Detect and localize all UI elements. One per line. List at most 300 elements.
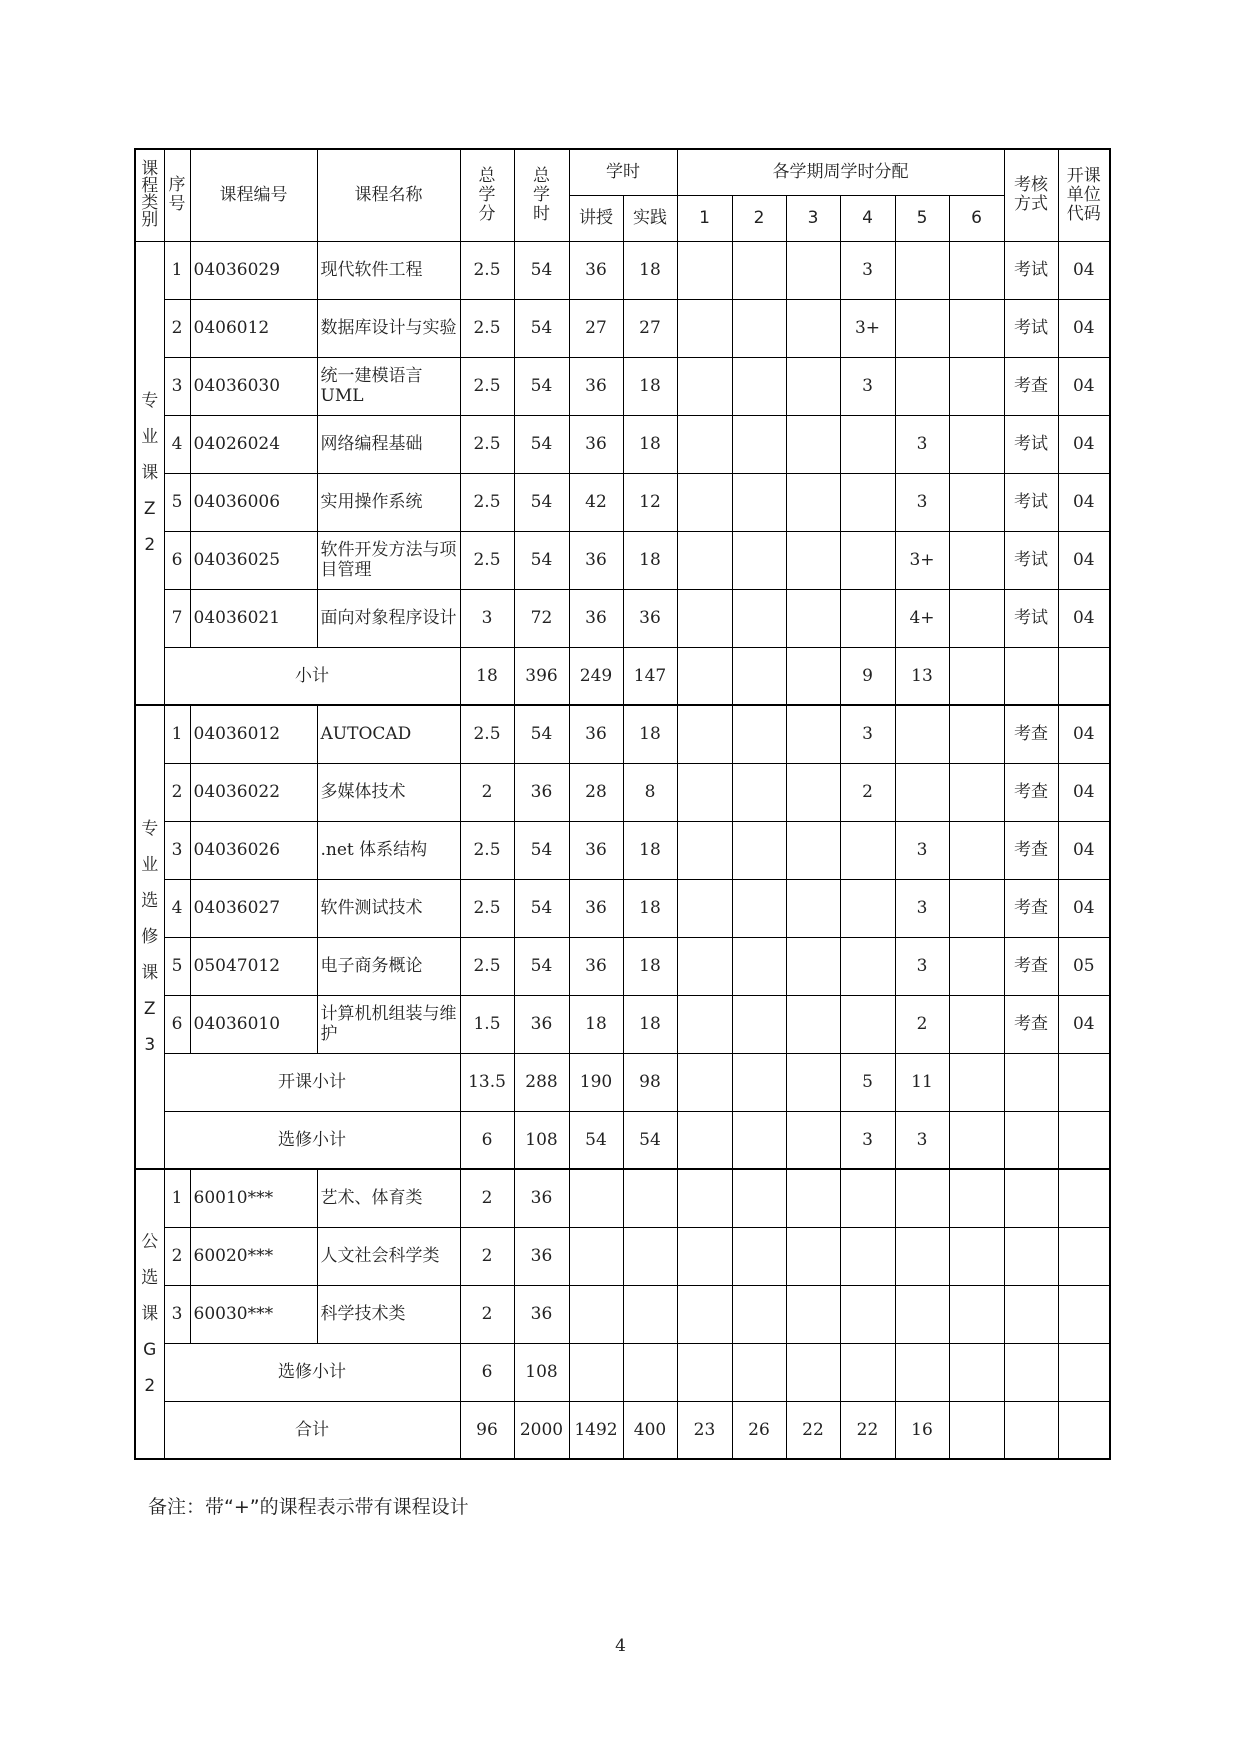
semester-3-cell xyxy=(786,531,840,589)
semester-5-cell: 4+ xyxy=(895,589,949,647)
category-label: 公选课G2 xyxy=(141,1232,159,1396)
total-hours-cell: 54 xyxy=(514,299,569,357)
semester-4-cell xyxy=(840,995,895,1053)
total-hours-cell: 54 xyxy=(514,357,569,415)
practice-cell: 18 xyxy=(623,995,677,1053)
total-hours-cell: 72 xyxy=(514,589,569,647)
exam-cell: 考试 xyxy=(1004,473,1058,531)
header-seq: 序号 xyxy=(164,149,190,241)
exam-cell: 考查 xyxy=(1004,937,1058,995)
semester-1-cell xyxy=(677,995,732,1053)
dept-cell: 04 xyxy=(1058,241,1110,299)
semester-6-cell xyxy=(949,531,1004,589)
semester-4-cell xyxy=(840,589,895,647)
course-name-cell: 面向对象程序设计 xyxy=(317,589,460,647)
semester-2-cell xyxy=(732,821,786,879)
exam-cell: 考查 xyxy=(1004,357,1058,415)
semester-1-cell xyxy=(677,357,732,415)
semester-6-cell xyxy=(949,1227,1004,1285)
lecture-cell: 27 xyxy=(569,299,623,357)
credits-cell: 2.5 xyxy=(460,415,514,473)
course-code-cell: 05047012 xyxy=(190,937,317,995)
table-row xyxy=(135,705,1110,763)
course-code-cell: 04036030 xyxy=(190,357,317,415)
semester-6-cell xyxy=(949,821,1004,879)
category-cell xyxy=(135,1169,164,1459)
subtotal-semester-2: 26 xyxy=(732,1401,786,1459)
credits-cell: 2.5 xyxy=(460,821,514,879)
dept-cell xyxy=(1058,1227,1110,1285)
header-semester-dist: 各学期周学时分配 xyxy=(677,149,1004,195)
subtotal-exam xyxy=(1004,1111,1058,1169)
subtotal-hours: 288 xyxy=(514,1053,569,1111)
semester-5-cell xyxy=(895,241,949,299)
course-name-cell: .net 体系结构 xyxy=(317,821,460,879)
exam-cell xyxy=(1004,1227,1058,1285)
subtotal-practice: 54 xyxy=(623,1111,677,1169)
table-row xyxy=(135,473,1110,531)
subtotal-lecture: 249 xyxy=(569,647,623,705)
subtotal-practice: 98 xyxy=(623,1053,677,1111)
lecture-cell: 42 xyxy=(569,473,623,531)
table-row xyxy=(135,531,1110,589)
subtotal-semester-3: 22 xyxy=(786,1401,840,1459)
subtotal-semester-3 xyxy=(786,647,840,705)
course-name-cell: 科学技术类 xyxy=(317,1285,460,1343)
credits-cell: 2.5 xyxy=(460,299,514,357)
credits-cell: 1.5 xyxy=(460,995,514,1053)
exam-cell: 考试 xyxy=(1004,415,1058,473)
subtotal-semester-3 xyxy=(786,1343,840,1401)
semester-4-cell xyxy=(840,879,895,937)
practice-cell: 18 xyxy=(623,879,677,937)
exam-cell xyxy=(1004,1285,1058,1343)
semester-2-cell xyxy=(732,415,786,473)
semester-4-cell xyxy=(840,473,895,531)
lecture-cell: 36 xyxy=(569,705,623,763)
table-row xyxy=(135,357,1110,415)
header-semester-5: 5 xyxy=(895,195,949,241)
semester-4-cell xyxy=(840,821,895,879)
exam-cell: 考查 xyxy=(1004,879,1058,937)
semester-3-cell xyxy=(786,241,840,299)
table-row xyxy=(135,299,1110,357)
practice-cell: 18 xyxy=(623,415,677,473)
header-semester-1: 1 xyxy=(677,195,732,241)
credits-cell: 2.5 xyxy=(460,879,514,937)
semester-2-cell xyxy=(732,1227,786,1285)
subtotal-semester-4: 3 xyxy=(840,1111,895,1169)
credits-cell: 2 xyxy=(460,1169,514,1227)
semester-2-cell xyxy=(732,763,786,821)
semester-2-cell xyxy=(732,879,786,937)
dept-cell: 04 xyxy=(1058,821,1110,879)
subtotal-credits: 6 xyxy=(460,1111,514,1169)
subtotal-semester-4: 22 xyxy=(840,1401,895,1459)
semester-3-cell xyxy=(786,1169,840,1227)
semester-5-cell: 3+ xyxy=(895,531,949,589)
course-name-cell: 实用操作系统 xyxy=(317,473,460,531)
semester-3-cell xyxy=(786,995,840,1053)
header-exam: 考核方式 xyxy=(1004,149,1058,241)
seq-cell: 3 xyxy=(164,1285,190,1343)
semester-3-cell xyxy=(786,879,840,937)
course-code-cell: 04036029 xyxy=(190,241,317,299)
table-row xyxy=(135,995,1110,1053)
subtotal-semester-4: 9 xyxy=(840,647,895,705)
subtotal-hours: 396 xyxy=(514,647,569,705)
subtotal-semester-2 xyxy=(732,1111,786,1169)
table-row xyxy=(135,241,1110,299)
subtotal-practice xyxy=(623,1343,677,1401)
semester-6-cell xyxy=(949,937,1004,995)
subtotal-semester-5: 13 xyxy=(895,647,949,705)
credits-cell: 2.5 xyxy=(460,531,514,589)
semester-3-cell xyxy=(786,1227,840,1285)
semester-6-cell xyxy=(949,1285,1004,1343)
subtotal-semester-5: 11 xyxy=(895,1053,949,1111)
credits-cell: 2.5 xyxy=(460,241,514,299)
seq-cell: 4 xyxy=(164,879,190,937)
course-name-cell: 多媒体技术 xyxy=(317,763,460,821)
course-schedule-table xyxy=(134,148,1111,1460)
dept-cell: 04 xyxy=(1058,473,1110,531)
semester-1-cell xyxy=(677,821,732,879)
subtotal-dept xyxy=(1058,647,1110,705)
seq-cell: 6 xyxy=(164,531,190,589)
subtotal-exam xyxy=(1004,1401,1058,1459)
subtotal-dept xyxy=(1058,1401,1110,1459)
lecture-cell: 36 xyxy=(569,937,623,995)
course-code-cell: 04036026 xyxy=(190,821,317,879)
total-hours-cell: 36 xyxy=(514,1227,569,1285)
lecture-cell: 36 xyxy=(569,589,623,647)
semester-5-cell: 3 xyxy=(895,937,949,995)
semester-2-cell xyxy=(732,995,786,1053)
subtotal-practice: 400 xyxy=(623,1401,677,1459)
practice-cell: 18 xyxy=(623,241,677,299)
subtotal-exam xyxy=(1004,647,1058,705)
dept-cell: 04 xyxy=(1058,763,1110,821)
semester-6-cell xyxy=(949,589,1004,647)
table-row xyxy=(135,1285,1110,1343)
lecture-cell xyxy=(569,1285,623,1343)
seq-cell: 5 xyxy=(164,473,190,531)
course-code-cell: 04036012 xyxy=(190,705,317,763)
semester-2-cell xyxy=(732,937,786,995)
total-hours-cell: 54 xyxy=(514,937,569,995)
practice-cell xyxy=(623,1169,677,1227)
seq-cell: 2 xyxy=(164,763,190,821)
seq-cell: 5 xyxy=(164,937,190,995)
credits-cell: 2.5 xyxy=(460,937,514,995)
course-code-cell: 04036010 xyxy=(190,995,317,1053)
exam-cell: 考试 xyxy=(1004,299,1058,357)
semester-1-cell xyxy=(677,241,732,299)
header-code: 课程编号 xyxy=(190,149,317,241)
seq-cell: 7 xyxy=(164,589,190,647)
table-row xyxy=(135,763,1110,821)
semester-6-cell xyxy=(949,995,1004,1053)
credits-cell: 2 xyxy=(460,1285,514,1343)
header-name: 课程名称 xyxy=(317,149,460,241)
subtotal-lecture: 190 xyxy=(569,1053,623,1111)
total-hours-cell: 54 xyxy=(514,415,569,473)
credits-cell: 2.5 xyxy=(460,357,514,415)
table-row xyxy=(135,1227,1110,1285)
semester-1-cell xyxy=(677,473,732,531)
semester-1-cell xyxy=(677,299,732,357)
course-name-cell: 计算机机组装与维护 xyxy=(317,995,460,1053)
dept-cell: 04 xyxy=(1058,415,1110,473)
header-credits: 总学分 xyxy=(460,149,514,241)
semester-4-cell xyxy=(840,1169,895,1227)
practice-cell: 18 xyxy=(623,705,677,763)
dept-cell: 04 xyxy=(1058,299,1110,357)
semester-3-cell xyxy=(786,937,840,995)
semester-1-cell xyxy=(677,763,732,821)
dept-cell: 04 xyxy=(1058,879,1110,937)
seq-cell: 2 xyxy=(164,299,190,357)
subtotal-semester-1 xyxy=(677,1343,732,1401)
semester-1-cell xyxy=(677,531,732,589)
subtotal-hours: 108 xyxy=(514,1111,569,1169)
semester-4-cell xyxy=(840,531,895,589)
semester-3-cell xyxy=(786,299,840,357)
course-name-cell: 人文社会科学类 xyxy=(317,1227,460,1285)
course-name-cell: 软件测试技术 xyxy=(317,879,460,937)
subtotal-semester-1 xyxy=(677,1053,732,1111)
semester-3-cell xyxy=(786,821,840,879)
semester-4-cell: 3 xyxy=(840,241,895,299)
semester-4-cell xyxy=(840,415,895,473)
subtotal-row xyxy=(135,1053,1110,1111)
subtotal-semester-3 xyxy=(786,1053,840,1111)
subtotal-semester-5 xyxy=(895,1343,949,1401)
semester-2-cell xyxy=(732,357,786,415)
subtotal-exam xyxy=(1004,1343,1058,1401)
semester-3-cell xyxy=(786,473,840,531)
subtotal-label: 合计 xyxy=(164,1401,460,1459)
category-label: 专业课Z2 xyxy=(141,390,159,555)
semester-2-cell xyxy=(732,1169,786,1227)
semester-5-cell: 2 xyxy=(895,995,949,1053)
lecture-cell: 28 xyxy=(569,763,623,821)
semester-5-cell: 3 xyxy=(895,821,949,879)
practice-cell xyxy=(623,1227,677,1285)
subtotal-row xyxy=(135,1111,1110,1169)
header-semester-4: 4 xyxy=(840,195,895,241)
semester-6-cell xyxy=(949,415,1004,473)
total-hours-cell: 54 xyxy=(514,241,569,299)
subtotal-semester-1: 23 xyxy=(677,1401,732,1459)
semester-5-cell xyxy=(895,763,949,821)
lecture-cell: 36 xyxy=(569,821,623,879)
table-row xyxy=(135,415,1110,473)
semester-1-cell xyxy=(677,879,732,937)
category-cell xyxy=(135,241,164,705)
semester-2-cell xyxy=(732,589,786,647)
exam-cell: 考查 xyxy=(1004,763,1058,821)
header-semester-3: 3 xyxy=(786,195,840,241)
course-code-cell: 04036025 xyxy=(190,531,317,589)
semester-3-cell xyxy=(786,589,840,647)
practice-cell: 18 xyxy=(623,821,677,879)
practice-cell: 12 xyxy=(623,473,677,531)
semester-5-cell xyxy=(895,1227,949,1285)
dept-cell xyxy=(1058,1285,1110,1343)
page-number: 4 xyxy=(615,1636,626,1656)
seq-cell: 4 xyxy=(164,415,190,473)
semester-3-cell xyxy=(786,415,840,473)
subtotal-semester-4: 5 xyxy=(840,1053,895,1111)
subtotal-lecture: 54 xyxy=(569,1111,623,1169)
subtotal-semester-3 xyxy=(786,1111,840,1169)
semester-6-cell xyxy=(949,241,1004,299)
practice-cell: 27 xyxy=(623,299,677,357)
semester-5-cell: 3 xyxy=(895,879,949,937)
exam-cell: 考试 xyxy=(1004,241,1058,299)
subtotal-credits: 13.5 xyxy=(460,1053,514,1111)
total-hours-cell: 54 xyxy=(514,473,569,531)
semester-5-cell xyxy=(895,705,949,763)
course-code-cell: 60020*** xyxy=(190,1227,317,1285)
header-total-hours: 总学时 xyxy=(514,149,569,241)
course-code-cell: 0406012 xyxy=(190,299,317,357)
table-row xyxy=(135,1169,1110,1227)
subtotal-semester-2 xyxy=(732,1343,786,1401)
course-name-cell: AUTOCAD xyxy=(317,705,460,763)
exam-cell: 考试 xyxy=(1004,531,1058,589)
course-code-cell: 04036021 xyxy=(190,589,317,647)
practice-cell: 18 xyxy=(623,357,677,415)
subtotal-dept xyxy=(1058,1111,1110,1169)
header-hours: 学时 xyxy=(569,149,677,195)
subtotal-row xyxy=(135,1343,1110,1401)
subtotal-semester-6 xyxy=(949,1343,1004,1401)
subtotal-semester-6 xyxy=(949,1053,1004,1111)
semester-3-cell xyxy=(786,763,840,821)
semester-4-cell: 3 xyxy=(840,705,895,763)
total-hours-cell: 36 xyxy=(514,1169,569,1227)
lecture-cell: 36 xyxy=(569,241,623,299)
semester-1-cell xyxy=(677,415,732,473)
subtotal-semester-1 xyxy=(677,1111,732,1169)
course-name-cell: 统一建模语言UML xyxy=(317,357,460,415)
table-row xyxy=(135,937,1110,995)
semester-4-cell xyxy=(840,1227,895,1285)
course-code-cell: 04036006 xyxy=(190,473,317,531)
lecture-cell: 18 xyxy=(569,995,623,1053)
category-label: 专业选修课Z3 xyxy=(141,819,159,1055)
lecture-cell xyxy=(569,1169,623,1227)
dept-cell: 05 xyxy=(1058,937,1110,995)
credits-cell: 2.5 xyxy=(460,705,514,763)
semester-4-cell: 3+ xyxy=(840,299,895,357)
subtotal-semester-6 xyxy=(949,1111,1004,1169)
semester-1-cell xyxy=(677,1169,732,1227)
subtotal-semester-4 xyxy=(840,1343,895,1401)
course-name-cell: 数据库设计与实验 xyxy=(317,299,460,357)
dept-cell: 04 xyxy=(1058,705,1110,763)
semester-5-cell xyxy=(895,299,949,357)
course-name-cell: 软件开发方法与项目管理 xyxy=(317,531,460,589)
subtotal-semester-6 xyxy=(949,647,1004,705)
course-code-cell: 60010*** xyxy=(190,1169,317,1227)
table-row xyxy=(135,879,1110,937)
dept-cell xyxy=(1058,1169,1110,1227)
header-practice: 实践 xyxy=(623,195,677,241)
subtotal-semester-5: 16 xyxy=(895,1401,949,1459)
practice-cell: 8 xyxy=(623,763,677,821)
seq-cell: 3 xyxy=(164,357,190,415)
semester-2-cell xyxy=(732,1285,786,1343)
lecture-cell xyxy=(569,1227,623,1285)
credits-cell: 3 xyxy=(460,589,514,647)
header-dept: 开课单位代码 xyxy=(1058,149,1110,241)
subtotal-semester-2 xyxy=(732,647,786,705)
semester-2-cell xyxy=(732,705,786,763)
semester-1-cell xyxy=(677,937,732,995)
semester-1-cell xyxy=(677,589,732,647)
credits-cell: 2 xyxy=(460,763,514,821)
semester-6-cell xyxy=(949,879,1004,937)
semester-5-cell: 3 xyxy=(895,415,949,473)
semester-4-cell xyxy=(840,1285,895,1343)
subtotal-hours: 2000 xyxy=(514,1401,569,1459)
lecture-cell: 36 xyxy=(569,415,623,473)
table-row xyxy=(135,821,1110,879)
category-cell xyxy=(135,705,164,1169)
semester-4-cell: 3 xyxy=(840,357,895,415)
dept-cell: 04 xyxy=(1058,589,1110,647)
dept-cell: 04 xyxy=(1058,995,1110,1053)
subtotal-semester-6 xyxy=(949,1401,1004,1459)
total-hours-cell: 36 xyxy=(514,1285,569,1343)
subtotal-label: 开课小计 xyxy=(164,1053,460,1111)
lecture-cell: 36 xyxy=(569,357,623,415)
subtotal-semester-5: 3 xyxy=(895,1111,949,1169)
semester-6-cell xyxy=(949,763,1004,821)
semester-5-cell: 3 xyxy=(895,473,949,531)
subtotal-credits: 96 xyxy=(460,1401,514,1459)
header-semester-2: 2 xyxy=(732,195,786,241)
semester-6-cell xyxy=(949,705,1004,763)
semester-5-cell xyxy=(895,357,949,415)
seq-cell: 6 xyxy=(164,995,190,1053)
subtotal-dept xyxy=(1058,1343,1110,1401)
course-name-cell: 现代软件工程 xyxy=(317,241,460,299)
subtotal-credits: 6 xyxy=(460,1343,514,1401)
footnote: 备注：带“+”的课程表示带有课程设计 xyxy=(148,1496,469,1518)
semester-1-cell xyxy=(677,1285,732,1343)
subtotal-credits: 18 xyxy=(460,647,514,705)
seq-cell: 3 xyxy=(164,821,190,879)
lecture-cell: 36 xyxy=(569,531,623,589)
subtotal-row xyxy=(135,647,1110,705)
course-name-cell: 艺术、体育类 xyxy=(317,1169,460,1227)
practice-cell: 18 xyxy=(623,531,677,589)
credits-cell: 2 xyxy=(460,1227,514,1285)
total-hours-cell: 36 xyxy=(514,763,569,821)
subtotal-lecture xyxy=(569,1343,623,1401)
subtotal-dept xyxy=(1058,1053,1110,1111)
subtotal-semester-2 xyxy=(732,1053,786,1111)
practice-cell xyxy=(623,1285,677,1343)
course-code-cell: 04036027 xyxy=(190,879,317,937)
semester-4-cell xyxy=(840,937,895,995)
seq-cell: 1 xyxy=(164,241,190,299)
